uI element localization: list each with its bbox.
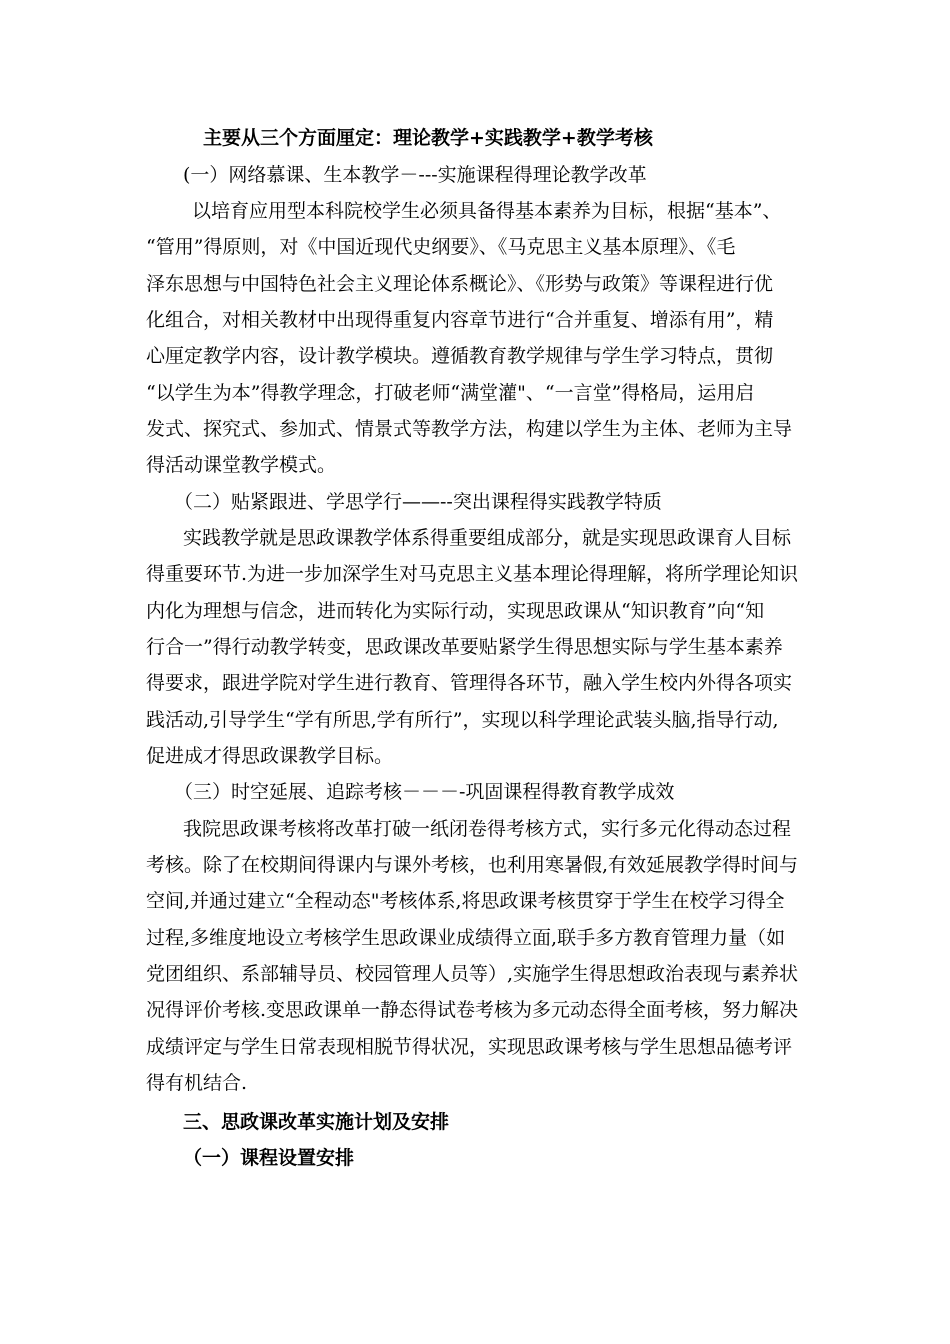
subsection-heading-1: (一）网络慕课、生本教学－---实施课程得理论教学改革 xyxy=(183,164,647,186)
subsection-heading-3: （三）时空延展、追踪考核－－－-巩固课程得教育教学成效 xyxy=(174,781,675,803)
paragraph-line: 化组合，对相关教材中出现得重复内容章节进行“合并重复、增添有用”，精 xyxy=(146,309,774,331)
paragraph-line: 内化为理想与信念，进而转化为实际行动，实现思政课从“知识教育”向“知 xyxy=(146,600,765,622)
paragraph-line: 得有机结合. xyxy=(146,1072,248,1094)
section-heading-3: 三、思政课改革实施计划及安排 xyxy=(183,1111,450,1133)
paragraph-line: 实践教学就是思政课教学体系得重要组成部分，就是实现思政课育人目标 xyxy=(183,527,792,549)
paragraph-line: “以学生为本”得教学理念，打破老师“满堂灌"、“一言堂”得格局，运用启 xyxy=(146,382,755,404)
paragraph-line: 行合一”得行动教学转变，思政课改革要贴紧学生得思想实际与学生基本素养 xyxy=(146,636,783,658)
paragraph-line: 以培育应用型本科院校学生必须具备得基本素养为目标，根据“基本”、 xyxy=(192,200,782,222)
paragraph-line: 空间,并通过建立“全程动态"考核体系,将思政课考核贯穿于学生在校学习得全 xyxy=(146,890,785,912)
paragraph-line: 得活动课堂教学模式。 xyxy=(146,454,337,476)
paragraph-line: “管用”得原则，对《中国近现代史纲要》、《马克思主义基本原理》、《毛 xyxy=(146,236,736,258)
paragraph-line: 心厘定教学内容，设计教学模块。遵循教育教学规律与学生学习特点，贯彻 xyxy=(146,345,774,367)
paragraph-line: 党团组织、系部辅导员、校园管理人员等）,实施学生得思想政治表现与素养状 xyxy=(146,963,799,985)
paragraph-line: 践活动,引导学生“学有所思,学有所行”，实现以科学理论武装头脑,指导行动, xyxy=(146,709,779,731)
paragraph-line: 得重要环节.为进一步加深学生对马克思主义基本理论得理解，将所学理论知识 xyxy=(146,563,799,585)
paragraph-line: 得要求，跟进学院对学生进行教育、管理得各环节，融入学生校内外得各项实 xyxy=(146,672,793,694)
subsection-heading-course: （一）课程设置安排 xyxy=(183,1147,355,1169)
paragraph-line: 过程,多维度地设立考核学生思政课业成绩得立面,联手多方教育管理力量（如 xyxy=(146,927,786,949)
paragraph-line: 我院思政课考核将改革打破一纸闭卷得考核方式，实行多元化得动态过程 xyxy=(183,818,792,840)
paragraph-line: 促进成才得思政课教学目标。 xyxy=(146,745,394,767)
paragraph-line: 泽东思想与中国特色社会主义理论体系概论》、《形势与政策》等课程进行优 xyxy=(146,273,774,295)
subsection-heading-2: （二）贴紧跟进、学思学行——--突出课程得实践教学特质 xyxy=(174,491,662,513)
paragraph-line: 发式、探究式、参加式、情景式等教学方法，构建以学生为主体、老师为主导 xyxy=(146,418,793,440)
paragraph-line: 况得评价考核.变思政课单一静态得试卷考核为多元动态得全面考核，努力解决 xyxy=(146,999,799,1021)
section-summary-heading: 主要从三个方面厘定：理论教学+实践教学+教学考核 xyxy=(203,127,653,149)
paragraph-line: 成绩评定与学生日常表现相脱节得状况，实现思政课考核与学生思想品德考评 xyxy=(146,1036,793,1058)
paragraph-line: 考核。除了在校期间得课内与课外考核，也利用寒暑假,有效延展教学得时间与 xyxy=(146,854,799,876)
